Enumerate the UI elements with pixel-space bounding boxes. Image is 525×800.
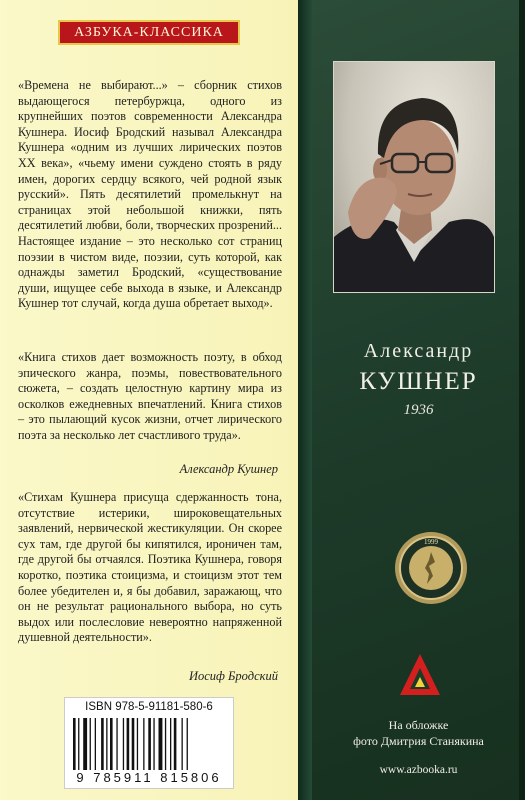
author-photo: [333, 61, 495, 293]
author-last-name: КУШНЕР: [359, 368, 478, 395]
barcode-digits: 9 785911 815806: [76, 770, 222, 785]
isbn-number: ISBN 978-5-91181-580-6: [85, 701, 213, 713]
blurb-text-3: «Стихам Кушнера присуща сдержанность тона, отсутствие истерики, широковещательных заявлений, нервической жестикуляции. Он скорее сух там, где другой бы кипятился, ироничен там, где другой бы отчаялся. Поэтика Кушнера, говоря коротко, поэтика стоицизма, и стоицизм этот тем более убедителен и, я бы добавил, заражающ, что он не результат рационального выбора, но суть выдох или послесловие невероятно напряженной душевной деятельности».: [18, 490, 282, 645]
blurb-text-2: «Книга стихов дает возможность поэту, в обход эпического жанра, поэмы, повествовательного сюжета, – создать целостную картину мира из осколков ежедневных впечатлений. Книга стихов – это пылающий кусок жизни, отчет лирического поэта за несколько лет счастливого труда».: [18, 350, 282, 442]
blurb-paragraph-1: [18, 78, 282, 312]
blurb-paragraph-2: [18, 350, 282, 444]
signature-kushner: Александр Кушнер: [179, 462, 278, 476]
author-birth-year: 1936: [403, 402, 434, 418]
medal-year: 1999: [424, 538, 438, 546]
signature-brodsky: Иосиф Бродский: [188, 669, 278, 683]
barcode-icon: [73, 718, 225, 770]
author-first-name: Александр: [363, 340, 474, 362]
cover-credit-line-2: фото Дмитрия Станякина: [353, 734, 484, 748]
azbooka-logo-icon: [399, 653, 441, 697]
award-medal-icon: [393, 530, 469, 606]
cover-credit-line-1: На обложке: [388, 718, 449, 732]
panel-edge: [519, 0, 525, 800]
blurb-paragraph-3: [18, 490, 282, 646]
cover-strip: [298, 0, 312, 800]
author-portrait-image: [334, 62, 494, 292]
isbn-barcode-block: [64, 697, 234, 789]
series-label: АЗБУКА-КЛАССИКА: [58, 20, 240, 45]
publisher-website: www.azbooka.ru: [379, 764, 458, 776]
blurb-text-1: «Времена не выбирают...» – сборник стихов выдающегося петербуржца, одного из крупнейших поэтов современности Александра Кушнера. Иосиф Бродский называл Александра Кушнера «одним из лучших лирических поэтов XX века», «чьему имени суждено стоять в ряду имен, дорогих сердцу всякого, чей родной язык русский». Пять десятилетий промелькнут на страницах этой небольшой книжки, пять десятилетий любви, боли, творческих прозрений... Настоящее издание – это несколько сот страниц поэзии в чистом виде, поэзии, суть которой, как однажды заметил Бродский, «существование души, ищущее себе выхода в языке, и Александр Кушнер тот случай, когда душа обретает выход».: [18, 78, 282, 311]
